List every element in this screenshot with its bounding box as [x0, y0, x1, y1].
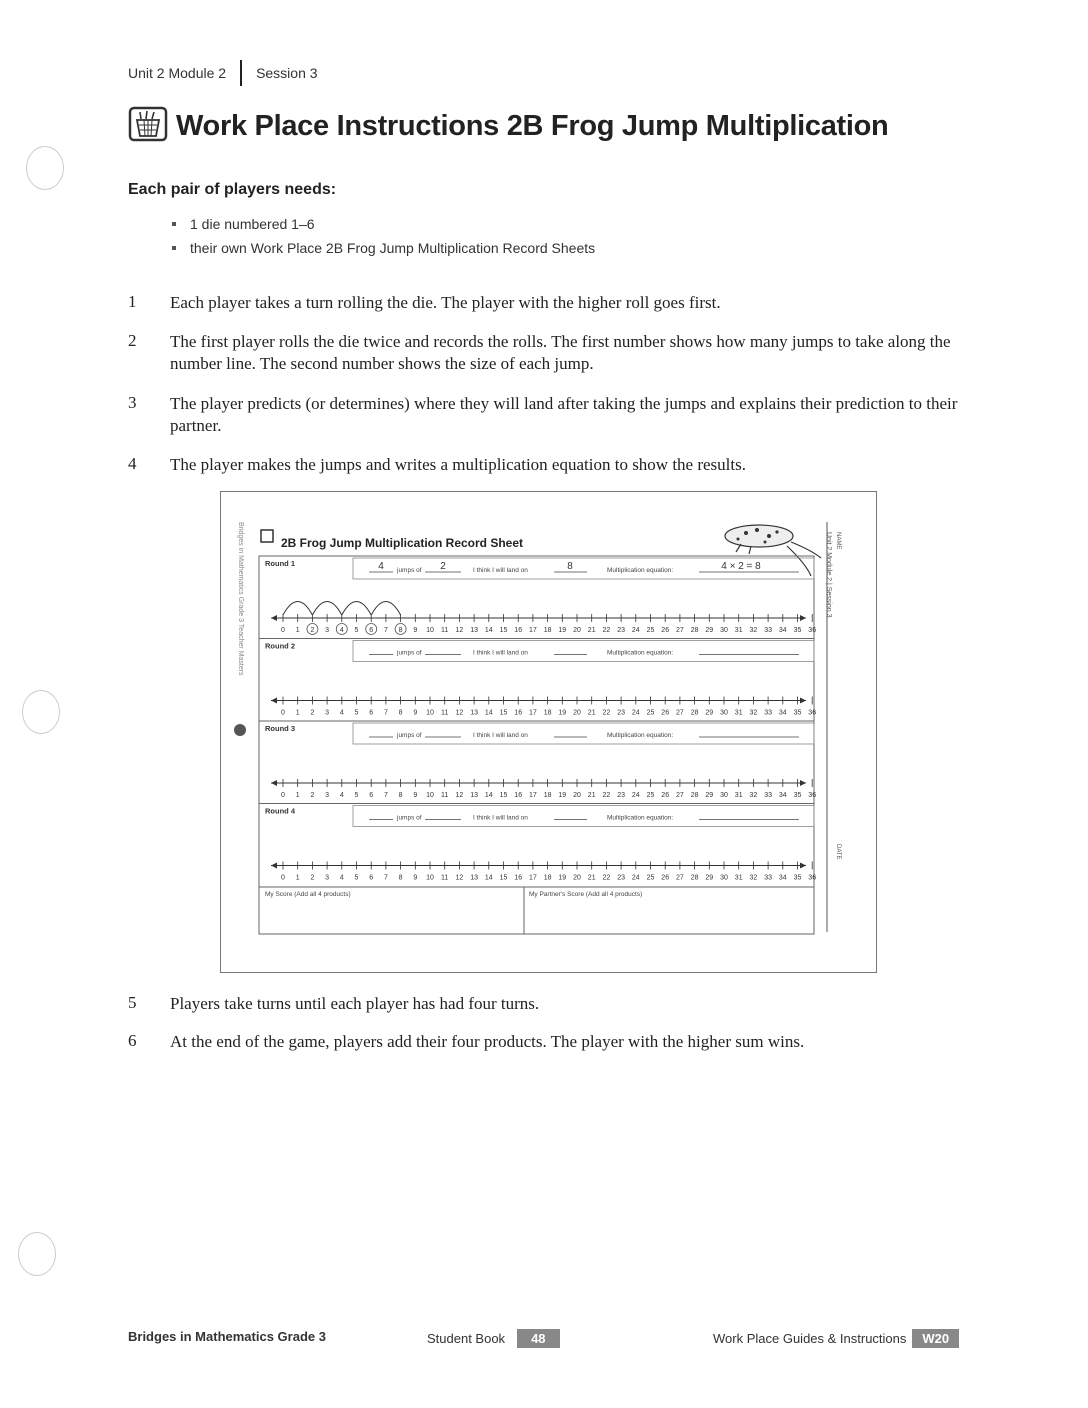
- basket-icon: [128, 106, 168, 147]
- step-5: 5 Players take turns until each player has had four turns.: [128, 993, 540, 1013]
- unit-label: Unit 2 Module 2: [128, 65, 227, 81]
- equation-label: Multiplication equation:: [607, 814, 674, 822]
- tick-label: 9: [413, 627, 418, 634]
- tick-label: 22: [602, 792, 611, 799]
- tick-label: 25: [646, 627, 655, 634]
- section-code-badge: W20: [912, 1329, 959, 1348]
- arrow-right-icon: [800, 698, 806, 704]
- needs-heading: Each pair of players needs:: [128, 181, 337, 198]
- tick-label: 32: [749, 792, 758, 799]
- tick-label: 33: [764, 709, 772, 717]
- binder-hole: [18, 1232, 56, 1276]
- arrow-left-icon: [271, 863, 277, 869]
- tick-label: 11: [441, 627, 449, 634]
- tick-label: 7: [383, 874, 388, 882]
- tick-label: 20: [573, 792, 581, 799]
- round-label: Round 2: [265, 641, 295, 651]
- tick-label: 4: [339, 627, 344, 634]
- land-value: 8: [567, 561, 573, 572]
- tick-label: 23: [617, 792, 625, 799]
- tick-label: 1: [295, 709, 300, 717]
- tick-label: 18: [543, 874, 552, 882]
- tick-label: 10: [426, 792, 434, 799]
- tick-label: 22: [602, 627, 611, 634]
- tick-label: 20: [573, 709, 581, 717]
- tick-label: 2: [310, 627, 315, 634]
- tick-label: 34: [778, 709, 787, 717]
- tick-label: 31: [734, 792, 743, 799]
- tick-label: 8: [398, 874, 403, 882]
- left-side-text: Bridges in Mathematics Grade 3 Teacher Masters: [237, 522, 244, 676]
- equation-label: Multiplication equation:: [607, 649, 674, 657]
- tick-label: 27: [676, 627, 684, 634]
- tick-label: 18: [543, 792, 552, 799]
- tick-label: 24: [631, 627, 640, 634]
- tick-label: 12: [455, 627, 464, 634]
- rounds-group: [259, 558, 816, 882]
- binder-hole: [22, 690, 60, 734]
- jump-arc: [312, 602, 341, 616]
- tick-label: 15: [499, 874, 508, 882]
- list-item: their own Work Place 2B Frog Jump Multiplication Record Sheets: [170, 236, 595, 260]
- jump-arc: [283, 602, 312, 616]
- jumps-label: jumps of: [397, 567, 422, 574]
- arrow-right-icon: [800, 780, 806, 786]
- tick-label: 23: [617, 627, 625, 634]
- tick-label: 0: [281, 792, 285, 799]
- tick-label: 17: [529, 874, 537, 882]
- tick-label: 36: [808, 709, 817, 717]
- tick-label: 25: [646, 709, 655, 717]
- tick-label: 35: [793, 792, 802, 799]
- tick-label: 34: [778, 627, 787, 634]
- tick-label: 2: [310, 792, 315, 799]
- tick-label: 9: [413, 709, 418, 717]
- tick-label: 7: [383, 709, 388, 717]
- tick-label: 6: [369, 709, 374, 717]
- tick-label: 22: [602, 874, 611, 882]
- right-side-text: Unit 2 Module 2 | Session 3: [825, 532, 832, 618]
- tick-label: 36: [808, 627, 817, 634]
- tick-label: 33: [764, 792, 772, 799]
- land-label: I think I will land on: [473, 649, 528, 657]
- tick-label: 32: [749, 627, 758, 634]
- tick-label: 7: [383, 792, 388, 799]
- tick-label: 14: [484, 627, 493, 634]
- tick-label: 9: [413, 874, 418, 882]
- tick-label: 5: [354, 627, 359, 634]
- jumps-label: jumps of: [397, 732, 422, 739]
- my-score-label: My Score (Add all 4 products): [265, 891, 351, 898]
- round-label: Round 3: [265, 724, 295, 733]
- tick-label: 7: [383, 627, 388, 634]
- tick-label: 13: [470, 874, 478, 882]
- tick-label: 3: [325, 792, 330, 799]
- tick-label: 10: [426, 874, 434, 882]
- tick-label: 13: [470, 792, 478, 799]
- tick-label: 13: [470, 709, 478, 717]
- tick-label: 16: [514, 709, 523, 717]
- needs-list: [170, 212, 595, 260]
- tick-label: 36: [808, 874, 817, 882]
- tick-label: 16: [514, 627, 523, 634]
- breadcrumb: [128, 60, 318, 86]
- tick-label: 12: [455, 792, 464, 799]
- tick-label: 11: [441, 874, 449, 882]
- jumps-label: jumps of: [397, 649, 422, 657]
- tick-label: 27: [676, 709, 684, 717]
- jump-arc: [342, 602, 371, 616]
- tick-label: 36: [808, 792, 817, 799]
- tick-label: 24: [631, 874, 640, 882]
- tick-label: 6: [369, 792, 374, 799]
- round-label: Round 4: [265, 806, 295, 816]
- tick-label: 21: [587, 792, 596, 799]
- tick-label: 3: [325, 627, 330, 634]
- tick-label: 30: [720, 709, 728, 717]
- tick-label: 21: [587, 709, 596, 717]
- step-6: 6 At the end of the game, players add their four products. The player with the higher sum wins.: [128, 1031, 805, 1051]
- tick-label: 8: [398, 792, 403, 799]
- tick-label: 3: [325, 709, 330, 717]
- tick-label: 21: [587, 874, 596, 882]
- step-1: 1 Each player takes a turn rolling the die. The player with the higher roll goes first.: [128, 292, 721, 312]
- tick-label: 11: [441, 709, 449, 717]
- tick-label: 35: [793, 627, 802, 634]
- record-sheet-figure: [220, 491, 877, 973]
- tick-label: 15: [499, 627, 508, 634]
- tick-label: 1: [295, 627, 300, 634]
- tick-label: 30: [720, 792, 728, 799]
- arrow-left-icon: [271, 615, 277, 621]
- land-label: I think I will land on: [473, 567, 528, 574]
- jumps-label: jumps of: [397, 814, 422, 822]
- tick-label: 24: [631, 792, 640, 799]
- tick-label: 33: [764, 874, 772, 882]
- footer-center: [427, 1329, 560, 1348]
- tick-label: 15: [499, 792, 508, 799]
- tick-label: 4: [339, 792, 344, 799]
- tick-label: 16: [514, 874, 523, 882]
- equation-label: Multiplication equation:: [607, 732, 674, 739]
- name-label: NAME: [835, 532, 841, 550]
- tick-label: 31: [734, 627, 743, 634]
- tick-label: 12: [455, 709, 464, 717]
- tick-label: 29: [705, 627, 714, 634]
- binder-hole: [26, 146, 64, 190]
- tick-label: 20: [573, 874, 581, 882]
- tick-label: 24: [631, 709, 640, 717]
- tick-label: 27: [676, 792, 684, 799]
- arrow-left-icon: [271, 698, 277, 704]
- tick-label: 8: [398, 627, 403, 634]
- tick-label: 25: [646, 874, 655, 882]
- tick-label: 28: [690, 874, 699, 882]
- tick-label: 4: [339, 874, 344, 882]
- land-label: I think I will land on: [473, 732, 528, 739]
- tick-label: 8: [398, 709, 403, 717]
- tick-label: 14: [484, 874, 493, 882]
- tick-label: 30: [720, 627, 728, 634]
- tick-label: 32: [749, 709, 758, 717]
- tick-label: 26: [661, 792, 670, 799]
- tick-label: 26: [661, 874, 670, 882]
- page-title-row: [128, 106, 888, 147]
- footer-series: Bridges in Mathematics Grade 3: [128, 1329, 326, 1344]
- tick-label: 18: [543, 709, 552, 717]
- tick-label: 2: [310, 874, 315, 882]
- record-sheet: [221, 492, 876, 972]
- tick-label: 2: [310, 709, 315, 717]
- equation-label: Multiplication equation:: [607, 567, 674, 574]
- tick-label: 29: [705, 792, 714, 799]
- partner-score-label: My Partner's Score (Add all 4 products): [529, 891, 643, 898]
- tick-label: 34: [778, 874, 787, 882]
- page-title: Work Place Instructions 2B Frog Jump Multiplication: [176, 110, 889, 142]
- tick-label: 26: [661, 709, 670, 717]
- tick-label: 28: [690, 792, 699, 799]
- tick-label: 6: [369, 874, 374, 882]
- tick-label: 15: [499, 709, 508, 717]
- tick-label: 12: [455, 874, 464, 882]
- tick-label: 28: [690, 627, 699, 634]
- tick-label: 9: [413, 792, 418, 799]
- tick-label: 1: [295, 874, 300, 882]
- tick-label: 22: [602, 709, 611, 717]
- session-label: Session 3: [256, 65, 318, 81]
- tick-label: 14: [484, 792, 493, 799]
- list-item: 1 die numbered 1–6: [170, 212, 595, 236]
- round-prompt-box: [353, 723, 814, 744]
- round-label: Round 1: [265, 559, 295, 568]
- land-label: I think I will land on: [473, 814, 528, 822]
- tick-label: 27: [676, 874, 684, 882]
- tick-label: 35: [793, 874, 802, 882]
- jumps-value: 4: [378, 561, 384, 572]
- tick-label: 17: [529, 709, 537, 717]
- arrow-right-icon: [800, 863, 806, 869]
- tick-label: 18: [543, 627, 552, 634]
- tick-label: 3: [325, 874, 330, 882]
- tick-label: 10: [426, 709, 434, 717]
- step-2: 2 The first player rolls the die twice and records the rolls. The first number shows how many jumps to take along the number line. The second number shows the size of each jump.: [128, 331, 951, 373]
- equation-value: 4 × 2 = 8: [721, 561, 761, 572]
- tick-label: 10: [426, 627, 434, 634]
- footer-right: [713, 1329, 959, 1348]
- footer-book: Student Book: [427, 1331, 506, 1346]
- tick-label: 29: [705, 874, 714, 882]
- tick-label: 35: [793, 709, 802, 717]
- round-prompt-box: [353, 641, 814, 662]
- tick-label: 0: [281, 627, 285, 634]
- jump-arc: [371, 602, 400, 616]
- page-number-badge: 48: [517, 1329, 559, 1348]
- step-3: 3 The player predicts (or determines) where they will land after taking the jumps and explains their prediction to their partner.: [128, 393, 958, 435]
- tick-label: 19: [558, 792, 567, 799]
- tick-label: 5: [354, 709, 359, 717]
- tick-label: 14: [484, 709, 493, 717]
- tick-label: 21: [587, 627, 596, 634]
- tick-label: 0: [281, 874, 285, 882]
- basket-icon: [261, 530, 273, 542]
- tick-label: 25: [646, 792, 655, 799]
- round-prompt-box: [353, 806, 814, 827]
- tick-label: 5: [354, 874, 359, 882]
- tick-label: 23: [617, 709, 625, 717]
- arrow-right-icon: [800, 615, 806, 621]
- tick-label: 11: [441, 792, 449, 799]
- footer-section: Work Place Guides & Instructions: [713, 1331, 907, 1346]
- tick-label: 33: [764, 627, 772, 634]
- tick-label: 0: [281, 709, 285, 717]
- page-circle: [234, 724, 246, 736]
- tick-label: 20: [573, 627, 581, 634]
- tick-label: 29: [705, 709, 714, 717]
- divider: [240, 60, 242, 86]
- tick-label: 16: [514, 792, 523, 799]
- tick-label: 5: [354, 792, 359, 799]
- tick-label: 32: [749, 874, 758, 882]
- tick-label: 26: [661, 627, 670, 634]
- tick-label: 23: [617, 874, 625, 882]
- tick-label: 19: [558, 874, 567, 882]
- step-4: 4 The player makes the jumps and writes a multiplication equation to show the results.: [128, 454, 746, 474]
- tick-label: 4: [339, 709, 344, 717]
- size-value: 2: [440, 561, 446, 572]
- tick-label: 31: [734, 874, 743, 882]
- tick-label: 30: [720, 874, 728, 882]
- sheet-title: 2B Frog Jump Multiplication Record Sheet: [281, 536, 524, 550]
- tick-label: 17: [529, 792, 537, 799]
- tick-label: 6: [369, 627, 374, 634]
- tick-label: 19: [558, 627, 567, 634]
- tick-label: 17: [529, 627, 537, 634]
- footer-left: [128, 1329, 326, 1344]
- tick-label: 19: [558, 709, 567, 717]
- tick-label: 28: [690, 709, 699, 717]
- tick-label: 34: [778, 792, 787, 799]
- date-label: DATE: [835, 844, 841, 860]
- arrow-left-icon: [271, 780, 277, 786]
- tick-label: 31: [734, 709, 743, 717]
- tick-label: 13: [470, 627, 478, 634]
- tick-label: 1: [295, 792, 300, 799]
